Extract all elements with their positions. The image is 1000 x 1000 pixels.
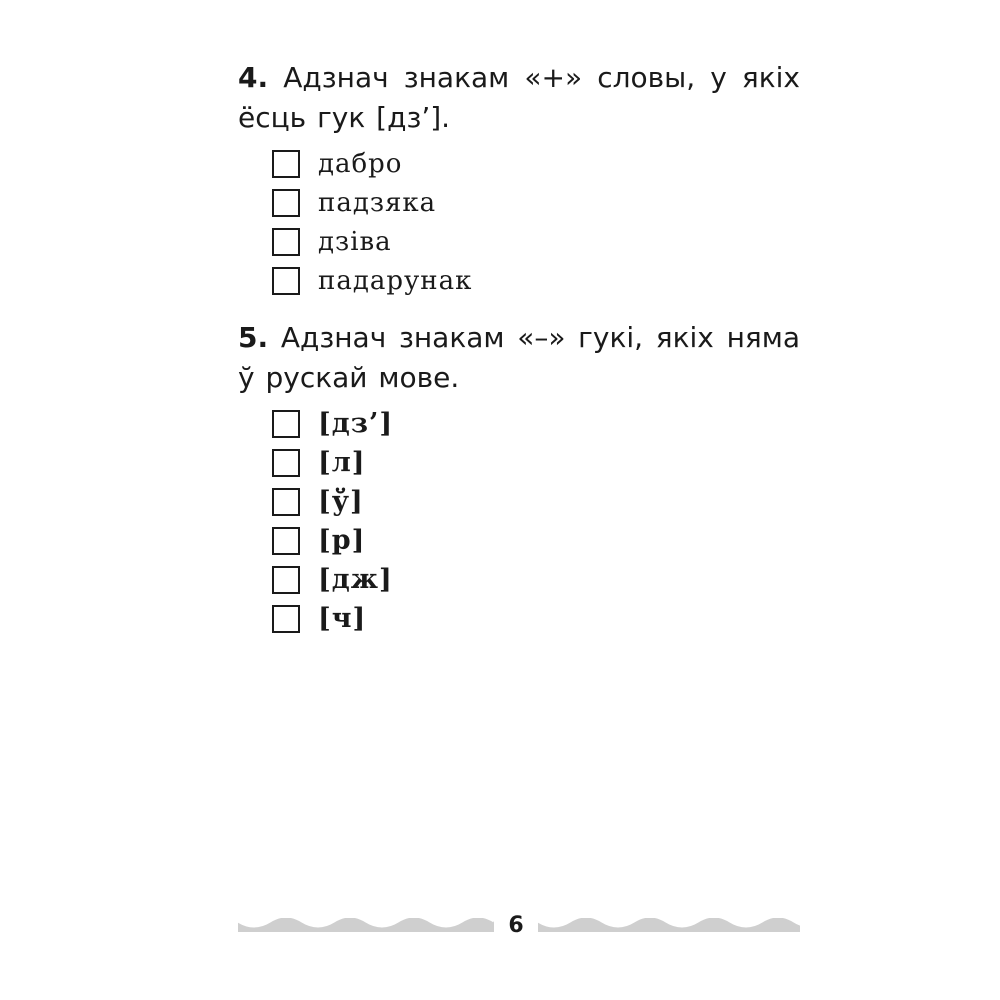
answer-checkbox[interactable] bbox=[272, 267, 300, 295]
option-label: [л] bbox=[318, 447, 366, 478]
option-list bbox=[272, 144, 800, 300]
answer-checkbox[interactable] bbox=[272, 410, 300, 438]
option-label: [ў] bbox=[318, 486, 364, 517]
page-number: 6 bbox=[508, 913, 524, 938]
answer-checkbox[interactable] bbox=[272, 566, 300, 594]
task-number: 5. bbox=[238, 321, 269, 354]
task-number: 4. bbox=[238, 61, 269, 94]
list-item bbox=[272, 404, 800, 443]
option-list bbox=[272, 404, 800, 638]
answer-checkbox[interactable] bbox=[272, 189, 300, 217]
list-item bbox=[272, 261, 800, 300]
list-item bbox=[272, 144, 800, 183]
list-item bbox=[272, 183, 800, 222]
task-text: Адзнач знакам «+» словы, у якіх ёсць гук [дз’]. bbox=[238, 61, 800, 134]
list-item bbox=[272, 222, 800, 261]
task-text: Адзнач знакам «–» гукі, якіх няма ў рускай мове. bbox=[238, 321, 800, 394]
option-label: падарунак bbox=[318, 265, 473, 296]
answer-checkbox[interactable] bbox=[272, 228, 300, 256]
answer-checkbox[interactable] bbox=[272, 488, 300, 516]
list-item bbox=[272, 521, 800, 560]
option-label: [дж] bbox=[318, 564, 393, 595]
option-label: [дз’] bbox=[318, 408, 394, 439]
option-label: [р] bbox=[318, 525, 366, 556]
option-label: дзіва bbox=[318, 226, 392, 257]
option-label: дабро bbox=[318, 148, 403, 179]
answer-checkbox[interactable] bbox=[272, 150, 300, 178]
option-label: падзяка bbox=[318, 187, 437, 218]
task-prompt bbox=[238, 318, 800, 398]
list-item bbox=[272, 560, 800, 599]
answer-checkbox[interactable] bbox=[272, 527, 300, 555]
task-prompt bbox=[238, 58, 800, 138]
task-4 bbox=[238, 58, 800, 300]
wave-ornament-left bbox=[238, 918, 494, 932]
option-label: [ч] bbox=[318, 603, 367, 634]
task-5 bbox=[238, 318, 800, 638]
page-footer bbox=[238, 912, 800, 940]
list-item bbox=[272, 443, 800, 482]
wave-ornament-right bbox=[538, 918, 800, 932]
answer-checkbox[interactable] bbox=[272, 449, 300, 477]
answer-checkbox[interactable] bbox=[272, 605, 300, 633]
list-item bbox=[272, 482, 800, 521]
list-item bbox=[272, 599, 800, 638]
